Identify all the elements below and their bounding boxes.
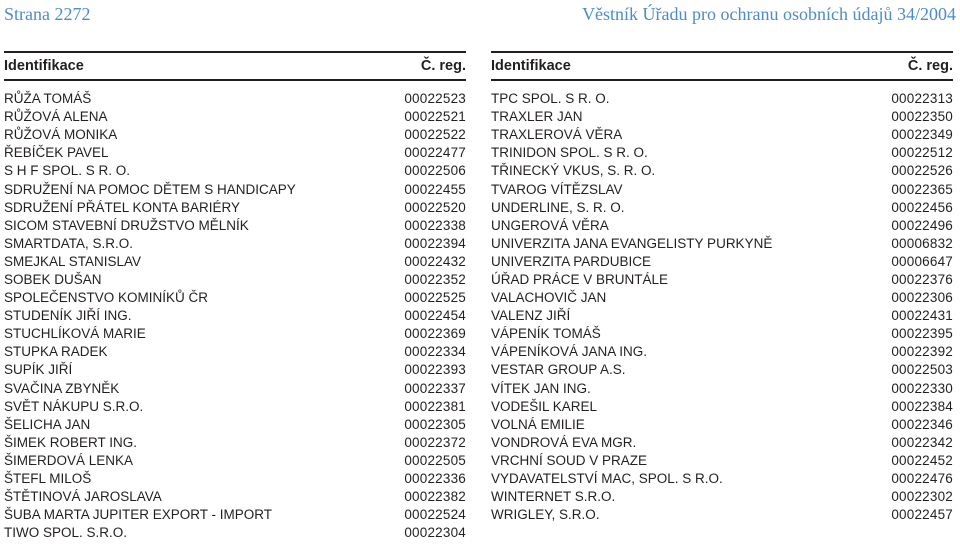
record-name: VÁPENÍK TOMÁŠ <box>491 326 601 342</box>
record-name: UNIVERZITA PARDUBICE <box>491 253 652 269</box>
record-row <box>4 361 466 379</box>
record-name: UNIVERZITA JANA EVANGELISTY PURKYNĚ <box>491 235 773 251</box>
record-row <box>4 325 466 343</box>
record-reg-number: 00022456 <box>891 199 953 215</box>
record-reg-number: 00022305 <box>404 416 466 432</box>
record-name: SICOM STAVEBNÍ DRUŽSTVO MĚLNÍK <box>4 217 249 233</box>
record-reg-number: 00022313 <box>891 91 953 107</box>
record-row <box>491 271 953 289</box>
record-row <box>491 343 953 361</box>
record-row <box>491 434 953 452</box>
record-name: SDRUŽENÍ NA POMOC DĚTEM S HANDICAPY <box>4 181 296 197</box>
record-name: WRIGLEY, S.R.O. <box>491 507 600 523</box>
record-name: VALACHOVIČ JAN <box>491 290 607 306</box>
record-name: RŮŽOVÁ MONIKA <box>4 127 118 143</box>
column-left <box>4 51 466 542</box>
record-row <box>4 108 466 126</box>
record-row <box>491 235 953 253</box>
record-row <box>4 416 466 434</box>
record-row <box>491 90 953 108</box>
record-name: TRAXLEROVÁ VĚRA <box>491 127 623 143</box>
record-reg-number: 00022394 <box>404 235 466 251</box>
record-name: TPC SPOL. S R. O. <box>491 91 610 107</box>
record-row <box>491 144 953 162</box>
record-name: ŘEBÍČEK PAVEL <box>4 145 109 161</box>
record-name: TVAROG VÍTĚZSLAV <box>491 181 623 197</box>
record-name: SUPÍK JIŘÍ <box>4 362 73 378</box>
record-reg-number: 00022454 <box>404 308 466 324</box>
identification-heading: Identifikace <box>491 58 571 74</box>
record-reg-number: 00022346 <box>891 416 953 432</box>
record-row <box>4 235 466 253</box>
record-row <box>4 380 466 398</box>
record-reg-number: 00022452 <box>891 452 953 468</box>
record-reg-number: 00022384 <box>891 398 953 414</box>
record-reg-number: 00022496 <box>891 217 953 233</box>
record-name: VALENZ JIŘÍ <box>491 308 571 324</box>
record-row <box>4 452 466 470</box>
record-row <box>491 398 953 416</box>
page-number: Strana 2272 <box>4 4 91 24</box>
record-row <box>491 488 953 506</box>
record-reg-number: 00022526 <box>891 163 953 179</box>
record-reg-number: 00022522 <box>404 127 466 143</box>
record-name: ŠTĚTINOVÁ JAROSLAVA <box>4 489 162 505</box>
record-reg-number: 00022342 <box>891 434 953 450</box>
record-reg-number: 00022395 <box>891 326 953 342</box>
record-name: ŠELICHA JAN <box>4 416 91 432</box>
column-right <box>491 51 953 524</box>
record-reg-number: 00022336 <box>404 471 466 487</box>
record-row <box>491 506 953 524</box>
identification-heading: Identifikace <box>4 58 84 74</box>
record-name: RŮŽOVÁ ALENA <box>4 109 108 125</box>
record-list <box>4 90 466 542</box>
record-row <box>4 434 466 452</box>
record-row <box>4 217 466 235</box>
record-reg-number: 00022512 <box>891 145 953 161</box>
record-row <box>4 470 466 488</box>
record-row <box>4 343 466 361</box>
record-name: S H F SPOL. S R. O. <box>4 163 131 179</box>
record-row <box>491 361 953 379</box>
record-name: SPOLEČENSTVO KOMINÍKŮ ČR <box>4 290 209 306</box>
record-reg-number: 00022382 <box>404 489 466 505</box>
record-row <box>491 199 953 217</box>
record-reg-number: 00022524 <box>404 507 466 523</box>
record-row <box>491 253 953 271</box>
record-name: WINTERNET S.R.O. <box>491 489 616 505</box>
record-row <box>491 126 953 144</box>
record-name: ŠTEFL MILOŠ <box>4 471 92 487</box>
record-reg-number: 00022349 <box>891 127 953 143</box>
record-name: SVAČINA ZBYNĚK <box>4 380 120 396</box>
record-row <box>491 416 953 434</box>
record-name: STUDENÍK JIŘÍ ING. <box>4 308 132 324</box>
registration-heading: Č. reg. <box>420 58 466 74</box>
record-row <box>491 470 953 488</box>
record-reg-number: 00022392 <box>891 344 953 360</box>
record-reg-number: 00022393 <box>404 362 466 378</box>
record-reg-number: 00022431 <box>891 308 953 324</box>
record-row <box>491 380 953 398</box>
record-row <box>4 488 466 506</box>
record-reg-number: 00022505 <box>404 452 466 468</box>
record-row <box>4 289 466 307</box>
record-name: VYDAVATELSTVÍ MAC, SPOL. S R.O. <box>491 471 723 487</box>
record-name: ÚŘAD PRÁCE V BRUNTÁLE <box>491 271 669 287</box>
record-reg-number: 00022523 <box>404 91 466 107</box>
record-name: ŠIMERDOVÁ LENKA <box>4 452 134 468</box>
record-name: TRINIDON SPOL. S R. O. <box>491 145 648 161</box>
record-reg-number: 00022457 <box>891 507 953 523</box>
record-reg-number: 00022381 <box>404 398 466 414</box>
record-reg-number: 00022352 <box>404 271 466 287</box>
column-header <box>491 51 953 81</box>
record-row <box>491 452 953 470</box>
record-row <box>4 307 466 325</box>
record-row <box>4 506 466 524</box>
record-reg-number: 00022455 <box>404 181 466 197</box>
record-reg-number: 00022302 <box>891 489 953 505</box>
record-row <box>4 162 466 180</box>
record-row <box>491 180 953 198</box>
registration-heading: Č. reg. <box>907 58 953 74</box>
record-reg-number: 00022338 <box>404 217 466 233</box>
record-name: VÍTEK JAN ING. <box>491 380 591 396</box>
record-name: SOBEK DUŠAN <box>4 271 102 287</box>
record-reg-number: 00022330 <box>891 380 953 396</box>
record-reg-number: 00006647 <box>891 253 953 269</box>
record-row <box>491 289 953 307</box>
record-row <box>4 271 466 289</box>
record-reg-number: 00022304 <box>404 525 466 541</box>
record-name: VODEŠIL KAREL <box>491 398 598 414</box>
record-name: VÁPENÍKOVÁ JANA ING. <box>491 344 648 360</box>
record-row <box>491 108 953 126</box>
record-reg-number: 00022350 <box>891 109 953 125</box>
record-row <box>491 325 953 343</box>
record-name: TŘINECKÝ VKUS, S. R. O. <box>491 163 656 179</box>
record-reg-number: 00022525 <box>404 290 466 306</box>
record-reg-number: 00022520 <box>404 199 466 215</box>
column-header <box>4 51 466 81</box>
record-reg-number: 00022376 <box>891 271 953 287</box>
record-reg-number: 00022334 <box>404 344 466 360</box>
record-reg-number: 00022432 <box>404 253 466 269</box>
record-name: UNGEROVÁ VĚRA <box>491 217 609 233</box>
record-name: ŠIMEK ROBERT ING. <box>4 434 138 450</box>
record-name: TIWO SPOL. S.R.O. <box>4 525 128 541</box>
record-row <box>4 126 466 144</box>
record-row <box>4 90 466 108</box>
record-reg-number: 00022477 <box>404 145 466 161</box>
record-row <box>4 398 466 416</box>
record-row <box>4 524 466 542</box>
record-name: VONDROVÁ EVA MGR. <box>491 434 637 450</box>
record-name: VESTAR GROUP A.S. <box>491 362 626 378</box>
record-name: STUCHLÍKOVÁ MARIE <box>4 326 146 342</box>
record-reg-number: 00022337 <box>404 380 466 396</box>
record-name: SMARTDATA, S.R.O. <box>4 235 134 251</box>
record-name: STUPKA RADEK <box>4 344 108 360</box>
record-row <box>4 180 466 198</box>
record-name: SVĚT NÁKUPU S.R.O. <box>4 398 144 414</box>
record-row <box>4 144 466 162</box>
journal-title: Věstník Úřadu pro ochranu osobních údajů 34/2004 <box>582 4 956 24</box>
record-name: VRCHNÍ SOUD V PRAZE <box>491 452 648 468</box>
record-reg-number: 00006832 <box>891 235 953 251</box>
record-name: SDRUŽENÍ PŘÁTEL KONTA BARIÉRY <box>4 199 241 215</box>
record-reg-number: 00022521 <box>404 109 466 125</box>
record-reg-number: 00022476 <box>891 471 953 487</box>
record-reg-number: 00022506 <box>404 163 466 179</box>
record-reg-number: 00022369 <box>404 326 466 342</box>
record-name: TRAXLER JAN <box>491 109 583 125</box>
record-list <box>491 90 953 524</box>
record-row <box>4 199 466 217</box>
record-name: UNDERLINE, S. R. O. <box>491 199 625 215</box>
record-name: SMEJKAL STANISLAV <box>4 253 142 269</box>
record-row <box>491 162 953 180</box>
record-row <box>491 307 953 325</box>
record-row <box>4 253 466 271</box>
record-name: RŮŽA TOMÁŠ <box>4 91 92 107</box>
record-row <box>491 217 953 235</box>
record-name: ŠUBA MARTA JUPITER EXPORT - IMPORT <box>4 507 273 523</box>
record-reg-number: 00022365 <box>891 181 953 197</box>
record-reg-number: 00022503 <box>891 362 953 378</box>
record-reg-number: 00022306 <box>891 290 953 306</box>
record-name: VOLNÁ EMILIE <box>491 416 585 432</box>
record-reg-number: 00022372 <box>404 434 466 450</box>
